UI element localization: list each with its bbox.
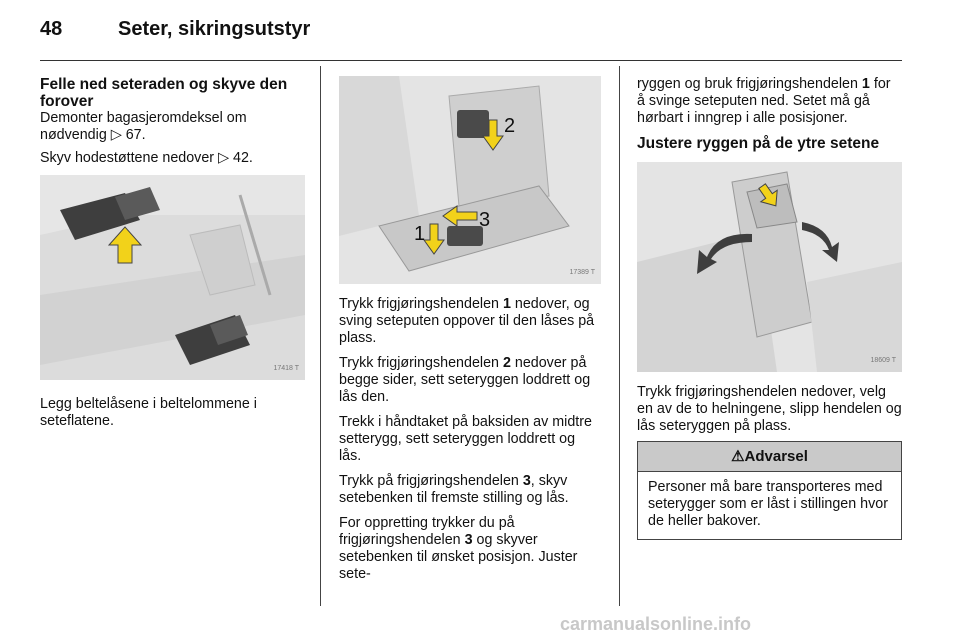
illustration-release-levers	[339, 76, 601, 284]
image-code: 17389 T	[569, 269, 595, 276]
reference-arrow-icon: ▷	[110, 127, 122, 143]
warning-box	[637, 441, 902, 540]
paragraph: Trykk frigjøringshendelen 2 nedover på begge sider, sett seteryggen loddrett og lås den.	[339, 355, 591, 405]
illustration-backrest	[637, 162, 902, 372]
paragraph: Trykk på frigjøringshendelen 3, skyv setebenken til fremste stilling og lås.	[339, 473, 569, 506]
column-divider-2	[619, 66, 620, 606]
warning-text: Personer må bare transporteres med seterygger som er låst i stillingen hvor de heller bakover.	[648, 479, 888, 529]
illustration-headrests	[40, 175, 305, 380]
paragraph: Skyv hodestøttene nedover ▷ 42.	[40, 150, 253, 166]
label-1: 1	[414, 223, 426, 245]
paragraph: Trekk i håndtaket på baksiden av midtre setterygg, sett seteryggen loddrett og lås.	[339, 414, 592, 464]
column-1	[40, 76, 305, 438]
column-3	[637, 76, 902, 540]
warning-header	[638, 442, 901, 472]
paragraph: For oppretting trykker du på frigjøringshendelen 3 og skyver setebenken til ønsket posisjon. Juster sete-	[339, 515, 578, 582]
paragraph: Trykk frigjøringshendelen 1 nedover, og sving seteputen oppover til den låses på plass.	[339, 296, 595, 346]
page-reference[interactable]: 42.	[233, 150, 253, 166]
page-title: Seter, sikringsutstyr	[118, 18, 311, 40]
label-3: 3	[479, 209, 491, 231]
warning-triangle-icon: ⚠	[731, 448, 745, 465]
paragraph: Demonter bagasjeromdeksel om nødvendig ▷ 67.	[40, 110, 247, 143]
image-code: 18609 T	[870, 357, 896, 364]
paragraph: Legg beltelåsene i beltelommene i seteflatene.	[40, 396, 257, 429]
page-reference[interactable]: 67.	[125, 127, 146, 143]
label-2: 2	[504, 115, 516, 137]
column-2	[339, 76, 601, 591]
image-code: 17418 T	[273, 365, 299, 372]
page-number: 48	[40, 18, 63, 40]
section-heading-adjust-backrest: Justere ryggen på de ytre setene	[637, 135, 880, 152]
warning-title: Advarsel	[744, 448, 808, 465]
reference-arrow-icon: ▷	[218, 150, 230, 166]
paragraph: ryggen og bruk frigjøringshendelen 1 for å svinge seteputen ned. Setet må gå hørbart i inngrep i alle posisjoner.	[637, 76, 891, 126]
section-heading-fold-seats: Felle ned seteraden og skyve den forover	[40, 76, 288, 110]
column-divider-1	[320, 66, 321, 606]
header-rule	[40, 60, 902, 61]
paragraph: Trykk frigjøringshendelen nedover, velg en av de to helningene, slipp hendelen og lås seteryggen på plass.	[637, 384, 902, 434]
watermark: carmanualsonline.info	[560, 614, 752, 634]
